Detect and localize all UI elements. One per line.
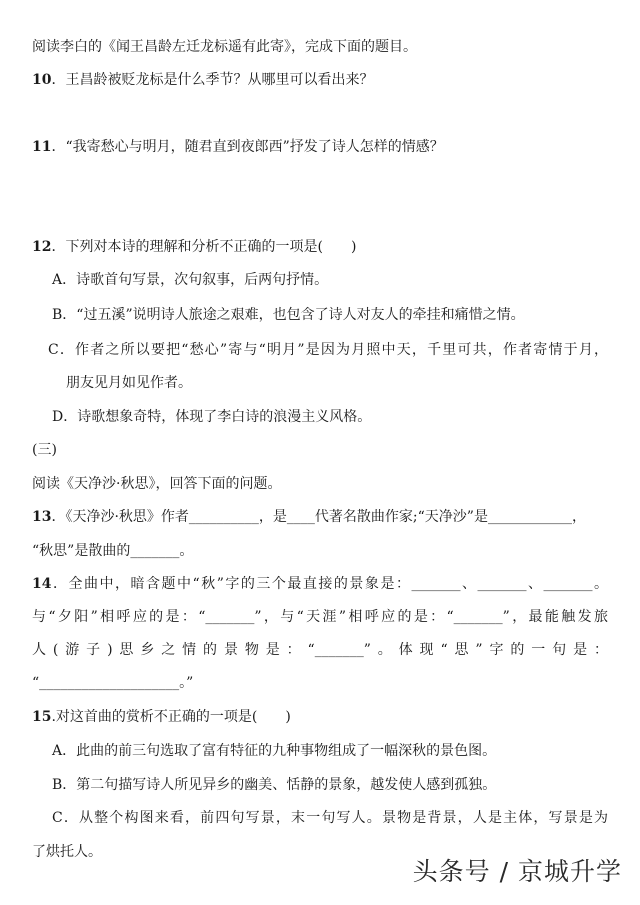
question-number: 10	[32, 72, 52, 88]
question-text: ．全曲中，暗含题中“秋”字的三个最直接的景象是：_______、_______、_______。	[51, 576, 608, 592]
question-10	[32, 70, 373, 90]
question-number: 13	[32, 509, 52, 525]
question-number: 12	[32, 239, 52, 255]
q12-option-c-line2: 朋友见月如见作者。	[66, 375, 192, 391]
q15-option-a: A．此曲的前三句选取了富有特征的九种事物组成了一幅深秋的景色图。	[52, 743, 497, 759]
question-number: 15	[32, 709, 52, 725]
question-number: 11	[32, 139, 52, 155]
question-number: 14	[32, 576, 52, 592]
q12-option-b: B．“过五溪”说明诗人旅途之艰难，也包含了诗人对友人的牵挂和痛惜之情。	[52, 307, 525, 323]
q15-option-c-line1: C．从整个构图来看，前四句写景，末一句写人。景物是背景，人是主体，写景是为	[52, 810, 608, 826]
question-14-line2: 与“夕阳”相呼应的是：“_______”，与“天涯”相呼应的是：“_______”，最能触发旅	[32, 609, 608, 625]
reading-instruction-qu: 阅读《天净沙·秋思》，回答下面的问题。	[32, 476, 282, 492]
q15-option-b: B．第二句描写诗人所见异乡的幽美、恬静的景象，越发使人感到孤独。	[52, 777, 497, 793]
question-text: ．下列对本诗的理解和分析不正确的一项是( )	[51, 239, 357, 255]
q12-option-c-line1: C．作者之所以要把“愁心”寄与“明月”是因为月照中天，千里可共，作者寄情于月，	[48, 342, 608, 358]
section-heading: (三)	[32, 442, 57, 458]
question-text: ．王昌龄被贬龙标是什么季节？从哪里可以看出来？	[51, 72, 374, 88]
question-13-line2: “秋思”是散曲的_______。	[32, 543, 194, 559]
question-14	[32, 574, 608, 594]
q12-option-a: A．诗歌首句写景，次句叙事，后两句抒情。	[52, 272, 329, 288]
question-14-line3: 人(游子)思乡之情的景物是：“_______”。体现“思”字的一句是：	[32, 642, 608, 658]
question-text: .对这首曲的赏析不正确的一项是( )	[51, 709, 291, 725]
question-text: ．《天净沙·秋思》作者__________，是____代著名散曲作家;“天净沙”是____________，	[51, 509, 586, 525]
question-11	[32, 137, 444, 157]
question-12	[32, 237, 356, 257]
question-14-line4: “____________________。”	[32, 675, 194, 691]
question-text: ．“我寄愁心与明月，随君直到夜郎西”抒发了诗人怎样的情感？	[51, 139, 444, 155]
question-13	[32, 507, 586, 527]
source-watermark: 头条号 / 京城升学	[412, 857, 622, 886]
q15-option-c-line2: 了烘托人。	[32, 844, 102, 860]
q12-option-d: D．诗歌想象奇特，体现了李白诗的浪漫主义风格。	[52, 409, 372, 425]
question-15	[32, 707, 291, 727]
reading-instruction-poem: 阅读李白的《闻王昌龄左迁龙标遥有此寄》，完成下面的题目。	[32, 39, 417, 55]
